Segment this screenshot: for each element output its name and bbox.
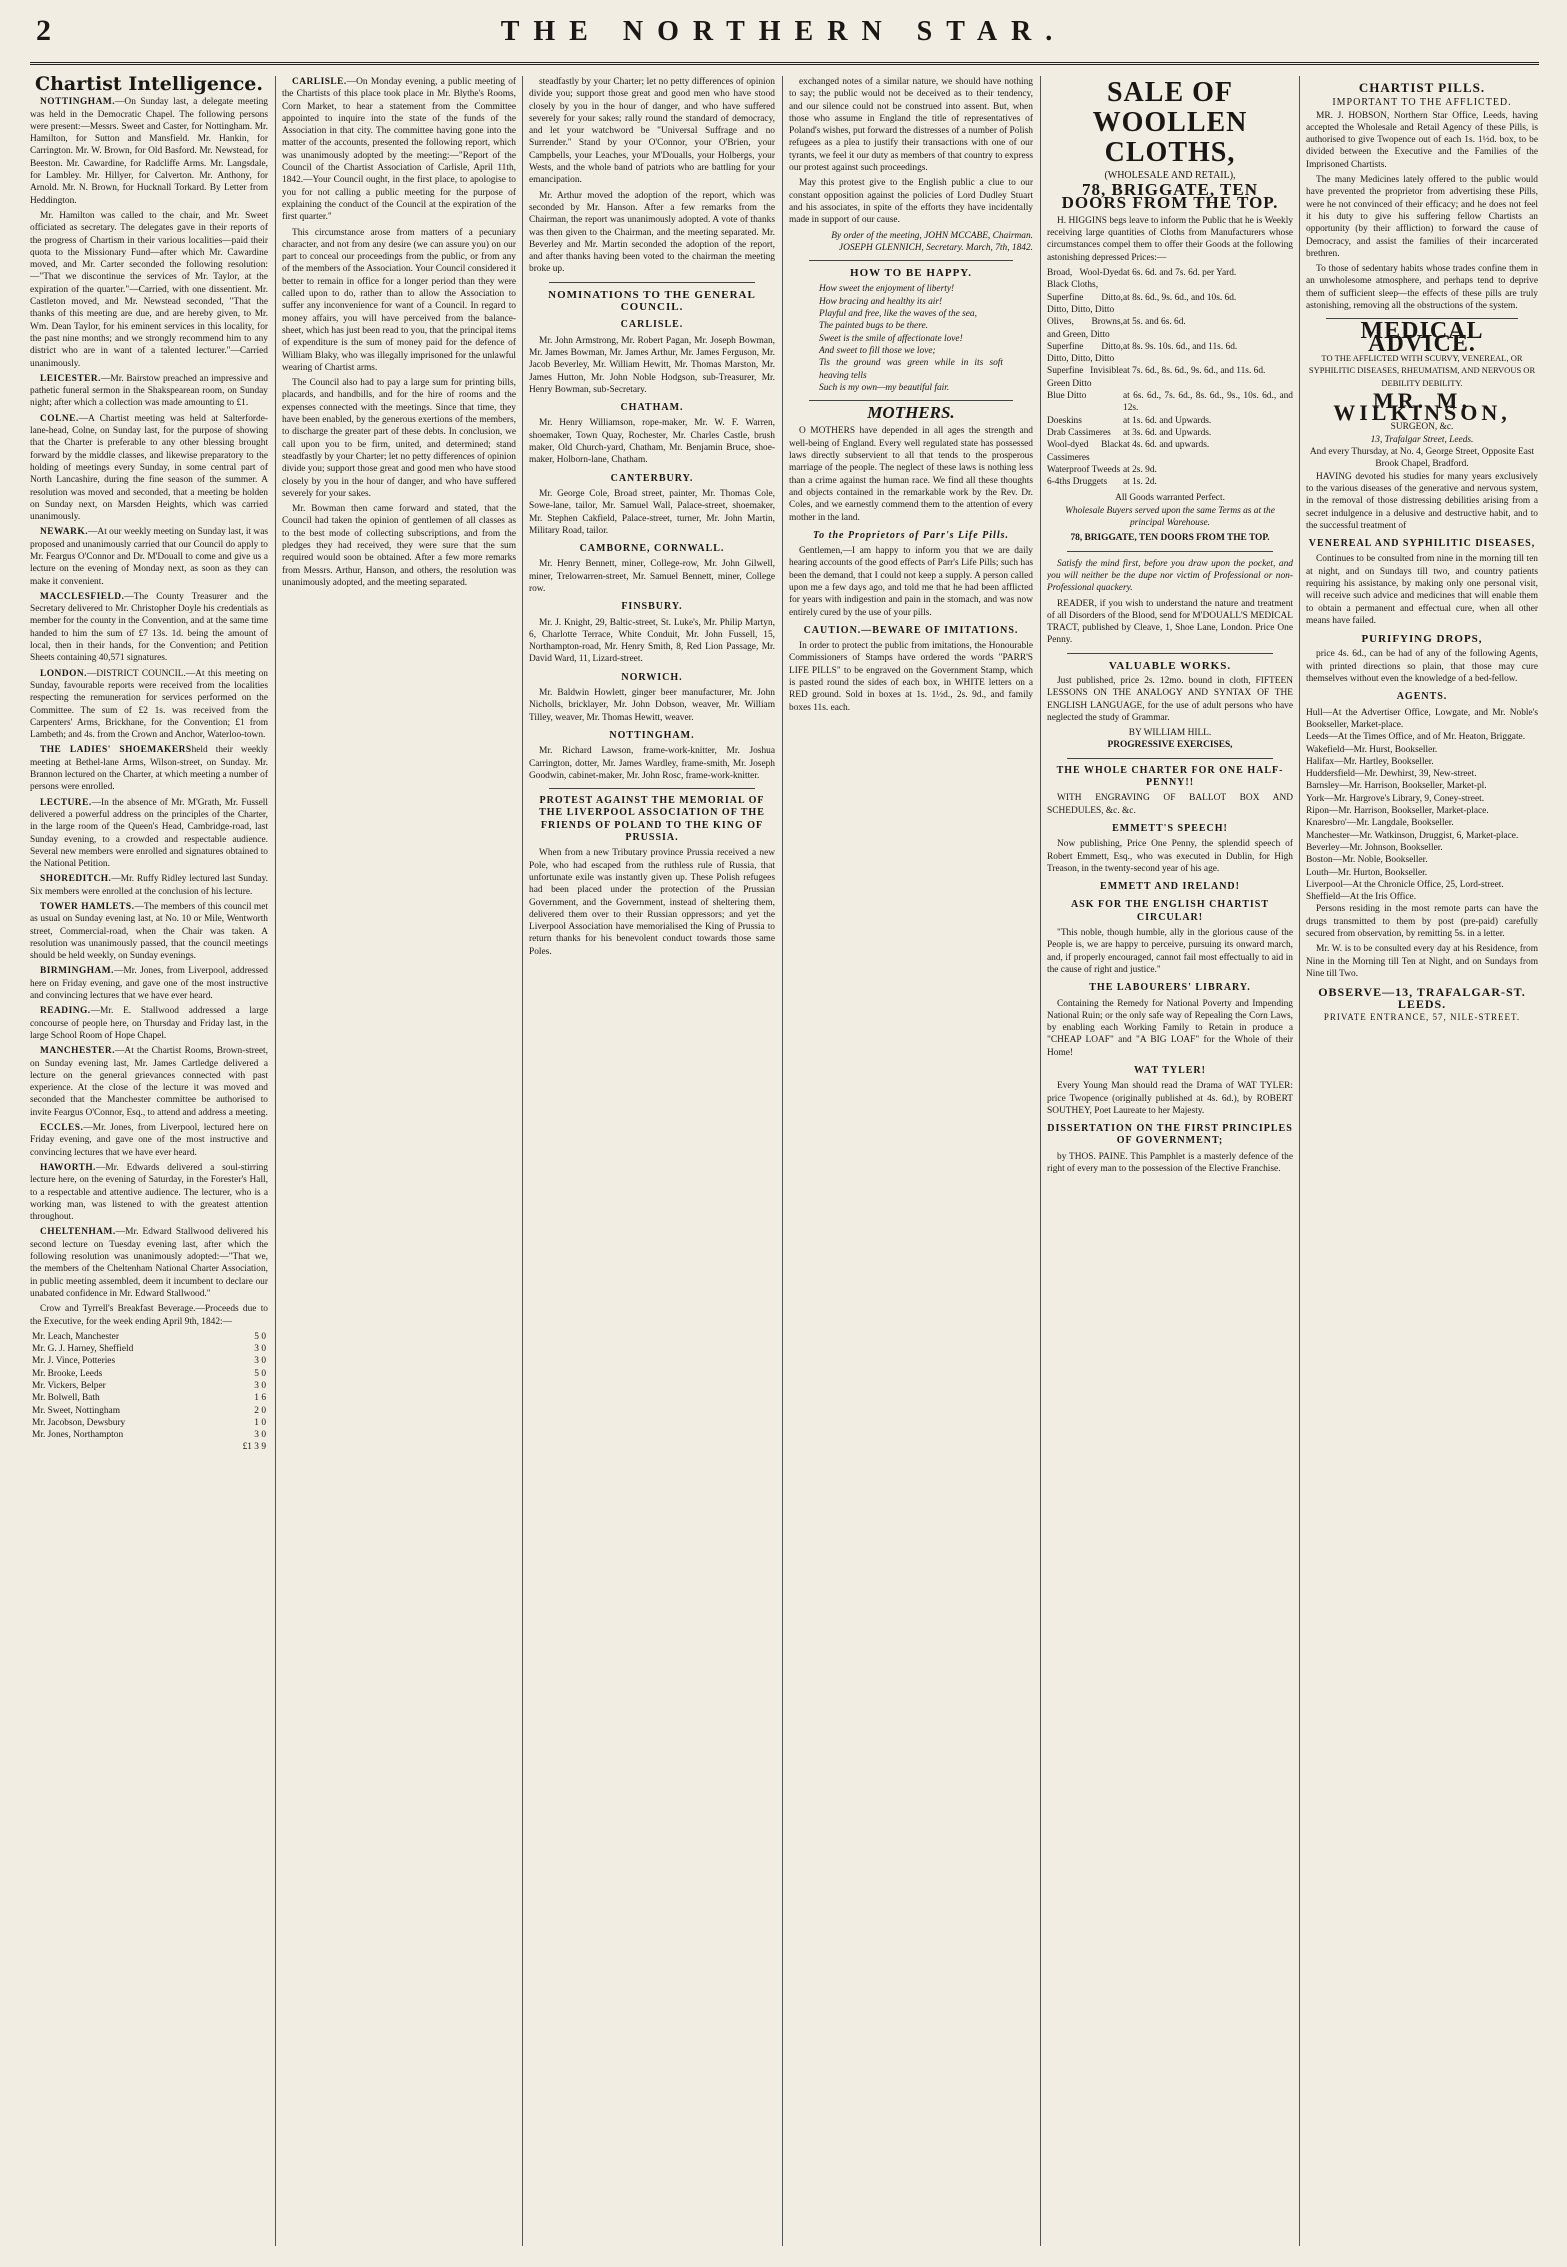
purifying-heading: PURIFYING DROPS,: [1361, 633, 1483, 646]
agent-entry: Barnsley—Mr. Harrison, Bookseller, Market-pl.: [1306, 781, 1487, 792]
column-4: [789, 76, 1033, 2246]
valuable-heading: VALUABLE WORKS.: [1108, 659, 1232, 672]
article-text: held their weekly meeting at Bethel-lane Arms, Wilson-street, on Sunday. Mr. Brannon lectured on the Charter, at which meeting a number of persons were enrolled.: [30, 745, 268, 793]
price-value: at 1s. 6d. and Upwards.: [1123, 415, 1212, 426]
agent-entry: Ripon—Mr. Harrison, Bookseller, Market-place.: [1306, 806, 1489, 817]
article-paragraph: [30, 744, 268, 793]
observe-line: OBSERVE—13, TRAFALGAR-ST. LEEDS.: [1318, 985, 1526, 1012]
price-row: [1047, 476, 1293, 488]
price-row: [1047, 427, 1293, 439]
article-text: —In the absence of Mr. M'Grath, Mr. Fussell delivered a powerful address on the principles of the Charter, in the large room of the Queen's Head, Cambridge-road, last Sunday evening, to a crowded and respectable audience. Several new members were enrolled and signatures obtained to the National Petition.: [30, 797, 268, 870]
article-paragraph: [282, 503, 516, 589]
purifying-text: price 4s. 6d., can be had of any of the following Agents, with printed directions so plain, that those may cure themselves without even the knowledge of a bed-fellow.: [1306, 649, 1538, 685]
agent-entry: York—Mr. Hargrove's Library, 9, Coney-street.: [1306, 793, 1485, 804]
column-2: [282, 76, 516, 2246]
price-item: Waterproof Tweeds: [1047, 464, 1121, 475]
price-row: [1047, 292, 1293, 317]
agent-entry: Hull—At the Advertiser Office, Lowgate, and Mr. Noble's Bookseller, Market-place.: [1306, 707, 1538, 730]
divider: [1067, 758, 1273, 759]
medical-subheading: TO THE AFFLICTED WITH SCURVY, VENEREAL, OR SYPHILITIC DISEASES, RHEUMATISM, AND NERVOUS OR DEBILITY DEBILITY.: [1308, 352, 1536, 388]
article-paragraph: [30, 210, 268, 370]
charter-text: WITH ENGRAVING OF BALLOT BOX AND SCHEDULES, &c. &c.: [1047, 793, 1293, 816]
nomination-names: Mr. J. Knight, 29, Baltic-street, St. Luke's, Mr. Philip Martyn, 6, Charlotte Terrace, White Conduit, Mr. John Fussell, 15, Northampton-road, Mr. Henry Smith, 8, Red Lion Passage, Mr. David Ward, 11, Lizard-street.: [529, 617, 775, 665]
article-lead: NOTTINGHAM.: [40, 97, 116, 108]
agent-entry: Sheffield—At the Iris Office.: [1306, 892, 1417, 903]
poem-line: And sweet to fill those we love;: [819, 345, 936, 356]
divider: [549, 788, 755, 789]
article-text: —Mr. Jones, from Liverpool, addressed here on Friday evening, and gave one of the most instructive and convincing lectures that we have ever heard.: [30, 966, 268, 1002]
price-value: at 7s. 6d., 8s. 6d., 9s. 6d., and 11s. 6d.: [1123, 366, 1266, 377]
column-5: [1047, 76, 1293, 2246]
article-text: —The members of this council met as usual on Sunday evening last, at No. 10 or Mile, Wentworth street, Commercial-road, when the Chair was taken. A resolution was unanimously passed, that the council meetings should be held weekly, on Sunday evenings.: [30, 902, 268, 962]
letter-text: Gentlemen,—I am happy to inform you that we are daily hearing accounts of the good effects of Parr's Life Pills; such has been the demand, that I could not keep a supply. A person called upon me a few days ago, and told me that he had been afflicted for years with indigestion and pain in the stomach, and was now entirely cured by the use of your pills.: [789, 546, 1033, 618]
price-item: 6-4ths Druggets: [1047, 477, 1108, 488]
agents-list: [1306, 707, 1538, 904]
article-text: —Mr. E. Stallwood addressed a large concourse of people here, on Thursday and Friday last, in the large School Room of Hope Chapel.: [30, 1006, 268, 1041]
article-paragraph: [529, 76, 775, 187]
price-item: Broad, Wool-Dyed Black Cloths,: [1047, 268, 1123, 291]
subscription-row: [30, 1343, 268, 1355]
subscription-row: [30, 1380, 268, 1392]
article-paragraph: [30, 797, 268, 871]
poem-heading: HOW TO BE HAPPY.: [850, 267, 972, 280]
column-3: [529, 76, 775, 2246]
nominations-heading: NOMINATIONS TO THE GENERAL COUNCIL.: [548, 288, 756, 314]
price-value: at 2s. 9d.: [1123, 464, 1157, 475]
article-lead: BIRMINGHAM.: [40, 966, 114, 977]
pills-subheading: IMPORTANT TO THE AFFLICTED.: [1332, 97, 1512, 109]
article-lead: THE LADIES' SHOEMAKERS: [40, 745, 192, 756]
circular-heading: ASK FOR THE ENGLISH CHARTIST CIRCULAR!: [1070, 899, 1270, 923]
price-value: at 3s. 6d. and Upwards.: [1123, 427, 1212, 438]
subscription-row: [30, 1417, 268, 1429]
divider: [1067, 653, 1273, 654]
price-row: [1047, 464, 1293, 476]
subscription-amount: 5 0: [254, 1368, 266, 1379]
price-value: at 8s. 6d., 9s. 6d., and 10s. 6d.: [1123, 292, 1237, 303]
poem-line: How bracing and healthy its air!: [819, 296, 943, 307]
price-value: at 6s. 6d., 7s. 6d., 8s. 6d., 9s., 10s. 6d., and 12s.: [1123, 391, 1293, 414]
nominations-list: [529, 319, 775, 782]
article-text: This circumstance arose from matters of a pecuniary character, and not from any desire (we can assure you) on our part to conceal our proceedings from the public, or from any of the members of the Association. Your Council considered it better to remain in office for a longer period than they were called upon to do, rather than to allow the Association to suffer any inconvenience for want of a Council. In regard to money affairs, you will have perceived from the balance-sheet, which has just been read to you, that the principal items of expenditure is the sum of money paid for the defence of William Blaky, who was illegally imprisoned for the unlawful wearing of Chartist arms.: [282, 227, 516, 373]
subscriber-name: Mr. Jacobson, Dewsbury: [32, 1417, 126, 1428]
subscription-amount: 3 0: [254, 1430, 266, 1441]
article-paragraph: [30, 1122, 268, 1159]
satisfy-text: READER, if you wish to understand the nature and treatment of all Disorders of the Blood, send for M'DOUALL'S MEDICAL TRACT, published by Cleave, 1, Shoe Lane, London. Price One Penny.: [1047, 598, 1293, 646]
letter-heading: To the Proprietors of Parr's Life Pills.: [812, 529, 1010, 541]
subscription-amount: 3 0: [254, 1344, 266, 1355]
subscriber-name: Mr. J. Vince, Potteries: [32, 1356, 116, 1367]
dissertation-text: by THOS. PAINE. This Pamphlet is a masterly defence of the right of every man to the possession of the Elective Franchise.: [1047, 1151, 1293, 1175]
column-rule: [782, 76, 783, 2246]
nomination-place: CAMBORNE, CORNWALL.: [579, 543, 725, 555]
price-item: Superfine Ditto, Ditto, Ditto, Ditto: [1047, 292, 1123, 315]
price-row: [1047, 390, 1293, 415]
column-1: [30, 76, 268, 2246]
price-value: at 5s. and 6s. 6d.: [1123, 317, 1186, 328]
paper-title: THE NORTHERN STAR.: [500, 16, 1067, 47]
article-lead: NEWARK.: [40, 527, 89, 538]
price-item: Blue Ditto: [1047, 391, 1087, 402]
subscription-row: [30, 1355, 268, 1367]
protest-heading: PROTEST AGAINST THE MEMORIAL OF THE LIVERPOOL ASSOCIATION OF THE FRIENDS OF POLAND TO THE KING OF PRUSSIA.: [539, 795, 765, 844]
subscriptions-table: [30, 1331, 268, 1442]
subscription-amount: 1 6: [254, 1393, 266, 1404]
article-text: —A Chartist meeting was held at Salterforde-lane-head, Colne, on Sunday last, for the purpose of showing that the Charter is preferable to any other blessing brought forward by the middle classes, and likewise preparatory to the holding of meetings every Sunday, in some central part of North Lancashire, during the fine season of the summer. A resolution was moved and seconded, that a meeting be holden on Sunday next, on Marsden Heights, which was carried unanimously.: [30, 413, 268, 523]
nomination-names: Mr. Baldwin Howlett, ginger beer manufacturer, Mr. John Nicholls, bricklayer, Mr. John Dobson, weaver, Mr. William Tilley, weaver, Mr. Thomas Hewitt, weaver.: [529, 688, 775, 723]
column-rule: [275, 76, 276, 2246]
surgeon-title: SURGEON, &c.: [1390, 422, 1454, 433]
agent-entry: Huddersfield—Mr. Dewhirst, 39, New-street.: [1306, 769, 1477, 780]
article-lead: ECCLES.: [40, 1123, 84, 1134]
article-paragraph: [30, 873, 268, 898]
wholesale-note: Wholesale Buyers served upon the same Terms as at the principal Warehouse.: [1065, 505, 1275, 529]
article-paragraph: [789, 76, 1033, 174]
article-lead: HAWORTH.: [40, 1162, 97, 1173]
agent-entry: Leeds—At the Times Office, and of Mr. Heaton, Briggate.: [1306, 732, 1526, 743]
emmett-heading: EMMETT'S SPEECH!: [1112, 822, 1228, 834]
article-lead: LONDON.: [40, 668, 87, 679]
price-item: Drab Cassimeres: [1047, 427, 1111, 438]
article-text: —Mr. Edward Stallwood delivered his second lecture on Tuesday evening last, after which the following resolution was unanimously adopted:—"That we, the members of the Cheltenham National Charter Association, in public meeting assembled, deem it incumbent to declare our unabated confidence in Mr. Edward Stallwood.": [30, 1227, 268, 1299]
agent-entry: Louth—Mr. Hurton, Bookseller.: [1306, 867, 1428, 878]
venereal-text: Continues to be consulted from nine in the morning till ten at night, and on Sundays till two, and country patients requiring his assistance, by making only one personal visit, will receive such advice and medicines that will enable them to obtain a permanent and effectual cure, when all other means have failed.: [1306, 554, 1538, 626]
article-paragraph: [30, 668, 268, 742]
nomination-names: Mr. John Armstrong, Mr. Robert Pagan, Mr. Joseph Bowman, Mr. James Bowman, Mr. James Arthur, Mr. James Ferguson, Mr. Jacob Beverley, Mr. William Hewitt, Mr. Thomas Marston, Mr. James Hutton, Mr. John Noble Hodgson, sub-Treasurer, Mr. Henry Bowman, sub-Secretary.: [529, 335, 775, 395]
tyler-text: Every Young Man should read the Drama of WAT TYLER: price Twopence (originally published at 4s. 6d.), by ROBERT SOUTHEY, Poet Laureate to her Majesty.: [1047, 1081, 1293, 1116]
column-3-articles: [529, 76, 775, 276]
dissertation-heading: DISSERTATION ON THE FIRST PRINCIPLES OF GOVERNMENT;: [1047, 1123, 1293, 1147]
article-text: —DISTRICT COUNCIL.—At this meeting on Sunday, favourable reports were received from the localities respecting the remuneration for services performed on the Committee. The sum of £2 1s. was received from the Carpenters' Arms, Brickhane, for the Convention; £1 from Lambeth; and 4s. from the Crown and Anchor, Waterloo-town.: [30, 668, 268, 741]
signature: By order of the meeting, JOHN MCCABE, Chairman. JOSEPH GLENNICH, Secretary. March, 7th, 1842.: [831, 230, 1033, 253]
article-lead: LEICESTER.: [40, 373, 102, 384]
article-text: Mr. Bowman then came forward and stated, that the Council had taken the opinion of gentlemen of all classes as to the best mode of collecting subscriptions, and from the pledges they had received, they were sure that the sum required would soon be obtained. After a few more remarks from Messrs. Arthur, Hanson, and others, the resolution was unanimously adopted, and the meeting separated.: [282, 504, 516, 588]
article-paragraph: [30, 1226, 268, 1300]
price-row: [1047, 415, 1293, 427]
agents-heading: AGENTS.: [1396, 691, 1448, 703]
poem-line: Tis the ground was green while in its soft heaving tells: [819, 358, 1003, 381]
subscription-amount: 1 0: [254, 1417, 266, 1428]
nomination-place: CHATHAM.: [620, 402, 684, 414]
sale-address-repeat: 78, BRIGGATE, TEN DOORS FROM THE TOP.: [1070, 533, 1270, 544]
nomination-names: Mr. Henry Williamson, rope-maker, Mr. W. F. Warren, shoemaker, Town Quay, Rochester, Mr. Charles Castle, brush maker, Old Church-yard, Chatham, Mr. Benjamin Bruce, shoe-maker, Holborn-lane, Chatham.: [529, 418, 775, 466]
subscriber-name: Mr. Sweet, Nottingham: [32, 1405, 121, 1416]
poem-line: How sweet the enjoyment of liberty!: [819, 284, 955, 295]
section-heading: Chartist Intelligence.: [34, 76, 264, 95]
nomination-names: Mr. Henry Bennett, miner, College-row, Mr. John Gilwell, miner, Trelowarren-street, Mr. Samuel Bennett, miner, College row.: [529, 559, 775, 594]
medical-heading: MEDICAL ADVICE.: [1360, 318, 1484, 357]
subscriber-name: Mr. Jones, Northampton: [32, 1430, 124, 1441]
venereal-heading: VENEREAL AND SYPHILITIC DISEASES,: [1308, 538, 1536, 550]
nomination-place: FINSBURY.: [621, 601, 683, 613]
agent-entry: Manchester—Mr. Watkinson, Druggist, 6, Market-place.: [1306, 830, 1519, 841]
divider: [809, 260, 1013, 261]
sale-subtitle: (WHOLESALE AND RETAIL),: [1104, 170, 1236, 181]
poem-line: Such is my own—my beautiful fair.: [819, 382, 950, 393]
article-text: —Mr. Ruffy Ridley lectured last Sunday. Six members were enrolled at the conclusion of his lecture.: [30, 874, 268, 897]
emmett-text: Now publishing, Price One Penny, the splendid speech of Robert Emmett, Esq., who was executed in Dublin, for High Treason, in the twenty-second year of his age.: [1047, 839, 1293, 874]
divider: [1067, 551, 1273, 552]
article-text: —At the Chartist Rooms, Brown-street, on Sunday evening last, Mr. James Cartledge delivered a lecture on the general grievances connected with past experience. At the close of the lecture it was moved and seconded that the Manchester committee be authorised to invite Feargus O'Connor, Esq., to attend and address a meeting.: [30, 1046, 268, 1118]
library-text: Containing the Remedy for National Poverty and Impending National Ruin; or the only safe way of Repealing the Corn Laws, by enabling each Working Family to Retain in produce a "CHEAP LOAF" and "A BIG LOAF" for the Whole of their Home!: [1047, 998, 1293, 1058]
article-paragraph: [30, 1005, 268, 1042]
page-number: 2: [36, 14, 51, 47]
progressive-line: PROGRESSIVE EXERCISES,: [1107, 740, 1233, 751]
agent-entry: Knaresbro'—Mr. Langdale, Bookseller.: [1306, 818, 1454, 829]
price-list: [1047, 267, 1293, 488]
nomination-place: NORWICH.: [621, 671, 683, 683]
column-rule: [1299, 76, 1300, 2246]
article-text: —At our weekly meeting on Sunday last, it was proposed and unanimously carried that our Council do apply to Mr. Feargus O'Connor and Dr. M'Douall to come and give us a lecture on the evening of Monday next, as soon as they can make it convenient.: [30, 527, 268, 587]
subscriber-name: Mr. Leach, Manchester: [32, 1331, 119, 1342]
pills-heading: CHARTIST PILLS.: [1358, 80, 1486, 95]
subscriptions-heading: Crow and Tyrrell's Breakfast Beverage.—Proceeds due to the Executive, for the week ending April 9th, 1842:—: [30, 1304, 268, 1327]
article-text: —On Sunday last, a delegate meeting was held in the Democratic Chapel. The following persons were present:—Messrs. Sweet and Caster, for Nottingham. Mr. Hamilton, for Sutton and Mansfield. Mr. Hankin, for Carrington. Mr. W. Brown, for Old Basford. Mr. Newstead, for Beeston. Mr. Cawardine, for Radcliffe Arms. Mr. Langsdale, for Lambley. Mr. Hillyer, for Calverton. Mr. Anthony, for Arnold. Mr. N. Brown, for Hucknall Torkard. By Letter from Heddington.: [30, 97, 268, 206]
nomination-place: CARLISLE.: [620, 319, 684, 331]
article-paragraph: [30, 413, 268, 524]
divider: [549, 282, 755, 283]
price-item: Olives, Browns, and Green, Ditto: [1047, 317, 1123, 340]
nomination-place: CANTERBURY.: [610, 472, 694, 484]
surgeon-name: MR. M. WILKINSON,: [1333, 387, 1511, 426]
article-text: —Mr. Edwards delivered a soul-stirring lecture here, on the evening of Saturday, in the Forester's Hall, to a respectable and attentive audience. The lecturer, who is a working man, was listened to with the greatest attention throughout.: [30, 1162, 268, 1223]
column-2-articles: [282, 76, 516, 589]
subscription-row: [30, 1405, 268, 1417]
library-heading: THE LABOURERS' LIBRARY.: [1089, 982, 1251, 994]
subscription-row: [30, 1392, 268, 1404]
subscription-amount: 3 0: [254, 1380, 266, 1391]
article-text: —Mr. Jones, from Liverpool, lectured here on Friday evening, and gave one of the most instructive and convincing lectures that we have ever heard.: [30, 1123, 268, 1158]
price-row: [1047, 316, 1293, 341]
agent-entry: Beverley—Mr. Johnson, Bookseller.: [1306, 842, 1443, 853]
mothers-text: O MOTHERS have depended in all ages the strength and well-being of England. Every well regulated state has possessed laws directly subservient to all that tends to the prosperous marriage of the people. The neglect of these laws is nothing less than a crime against the human race. We find all these thoughts and objects contained in the remarkable work by the Rev. Dr. Coles, and we earnestly commend them to the attention of every mother in the land.: [789, 426, 1033, 523]
column-4-articles: [789, 76, 1033, 227]
article-lead: LECTURE.: [40, 797, 92, 808]
nomination-names: Mr. Richard Lawson, frame-work-knitter, Mr. Joshua Carrington, dotter, Mr. James Wardley, frame-smith, Mr. Joseph Goodwin, cabinet-maker, Mr. John Rosc, frame-work-knitter.: [529, 746, 775, 781]
divider: [809, 400, 1013, 401]
charter-heading: THE WHOLE CHARTER FOR ONE HALF-PENNY!!: [1056, 764, 1284, 789]
article-text: The Council also had to pay a large sum for printing bills, placards, and handbills, and for the hire of rooms and the expenses connected with the meetings. Since that time, they have been enabled, by the generous exertions of the members, to discharge the greater part of these debts. In conclusion, we call upon you to be firm, united, and determined; stand steadfastly by your Charter; let no petty differences of opinion divide you; support those great and good men who have stood closely by you in the hour of danger, and who have suffered severely for your sakes.: [282, 378, 516, 499]
masthead: [0, 0, 1567, 62]
article-paragraph: [30, 901, 268, 962]
agent-entry: Wakefield—Mr. Hurst, Bookseller.: [1306, 744, 1438, 755]
column-rule: [1040, 76, 1041, 2246]
article-lead: READING.: [40, 1006, 91, 1017]
article-paragraph: [30, 1162, 268, 1223]
price-row: [1047, 365, 1293, 390]
private-entrance: PRIVATE ENTRANCE, 57, NILE-STREET.: [1323, 1011, 1521, 1022]
price-value: at 1s. 2d.: [1123, 477, 1157, 488]
agent-entry: Halifax—Mr. Hartley, Bookseller.: [1306, 756, 1434, 767]
subscription-amount: 5 0: [254, 1331, 266, 1342]
article-lead: TOWER HAMLETS.: [40, 902, 135, 912]
subscriber-name: Mr. G. J. Harney, Sheffield: [32, 1344, 134, 1355]
article-paragraph: [529, 190, 775, 276]
ireland-heading: EMMETT AND IRELAND!: [1100, 881, 1240, 893]
author-line: BY WILLIAM HILL.: [1128, 728, 1212, 739]
agent-entry: Liverpool—At the Chronicle Office, 25, Lord-street.: [1306, 879, 1504, 890]
protest-text: When from a new Tributary province Prussia received a new Pole, who had escaped from the ruthless rule of Russia, that unfortunate exile was instantly given up. These Polish refugees had been placed under the protection of the Prussian Government, and the Government, instead of sheltering them, delivered them over to their Russian oppressors; and yet the Liverpool Association have memorialised the King of Prussia to return thanks for his benevolent conduct towards those same Poles.: [529, 848, 775, 957]
price-row: [1047, 267, 1293, 292]
price-item: Superfine Ditto, Ditto, Ditto, Ditto: [1047, 341, 1123, 365]
price-item: Doeskins: [1047, 415, 1082, 426]
article-text: Mr. Arthur moved the adoption of the report, which was seconded by Mr. Hanson. After a few remarks from the Chairman, the report was unanimously adopted. A vote of thanks was then given to the Chairman, and the meeting separated. Mr. Beverley and Mr. Martin seconded the adoption of the report, and after thanks having been voted to the chairman the meeting broke up.: [529, 190, 775, 275]
article-lead: COLNE.: [40, 413, 79, 424]
article-paragraph: [282, 76, 516, 224]
closing-text: Persons residing in the most remote parts can have the drugs transmitted to them by post (pre-paid) carefully secured from observation, by remitting 5s. in a letter.: [1306, 904, 1538, 939]
article-paragraph: [30, 526, 268, 587]
agent-entry: Boston—Mr. Noble, Bookseller.: [1306, 855, 1428, 866]
subscriber-name: Mr. Bolwell, Bath: [32, 1393, 100, 1404]
price-item: Superfine Invisible Green Ditto: [1047, 366, 1123, 389]
poem-line: The painted bugs to be there.: [819, 321, 929, 332]
caution-text: In order to protect the public from imitations, the Honourable Commissioners of Stamps have ordered the words "PARR'S LIFE PILLS" to be engraved on the Government Stamp, which is pasted round the sides of each box, in WHITE letters on a RED ground. Sold in boxes at 1s. 1½d., 2s. 9d., and family boxes 11s. each.: [789, 641, 1033, 713]
article-paragraph: [30, 965, 268, 1002]
circular-text: "This noble, though humble, ally in the glorious cause of the People is, we are happy to perceive, pursuing its onward march, and, if properly encouraged, cannot fail most effectually to aid in the cause of right and justice.": [1047, 928, 1293, 975]
pills-text: MR. J. HOBSON, Northern Star Office, Leeds, having accepted the Wholesale and Retail Agency of these Pills, is authorised to give Twopence out of each 1s. 1½d. box, to be divided between the Executive and the Families of the Imprisoned Chartists.: [1306, 110, 1538, 170]
article-lead: MACCLESFIELD.: [40, 591, 125, 602]
article-lead: CARLISLE.: [292, 77, 347, 87]
medical-text: HAVING devoted his studies for many years exclusively to the various diseases of the generative and nervous system, in the removal of those distressing debilities arising from a secret indulgence in a delusive and destructive habit, and to the successful treatment of: [1306, 471, 1538, 531]
article-text: —The County Treasurer and the Secretary delivered to Mr. Christopher Doyle his credentials as member for the county in the Convention, and at the same time handed to him the sum of £7 13s. 1d. being the amount of local, then in their hands, for the Convention; and Petition Sheets containing 40,571 signatures.: [30, 591, 268, 664]
subscriptions-total: £1 3 9: [242, 1442, 266, 1453]
pills-text-3: To those of sedentary habits whose trades confine them in an unwholesome atmosphere, and perhaps tend to deprive them of sufficient sleep—the effects of these pills are truly astonishing, removing all the obstructions of the system.: [1306, 264, 1538, 312]
article-text: steadfastly by your Charter; let no petty differences of opinion divide you; support those great and good men who have stood closely by you in the hour of danger, and who have suffered severely for your sakes; rally round the standard of democracy, and let your watchword be "Universal Suffrage and no Surrender." Stand by your O'Connor, your O'Brien, your Campbells, your Leaches, your M'Doualls, your Holbergs, your Wests, and the whole band of patriots who are battling for your emancipation.: [529, 77, 775, 186]
sale-intro: H. HIGGINS begs leave to inform the Public that he is Weekly receiving large quantities of Cloths from Manufacturers whose circumstances compel them to offer their Goods at the following astonishing depressed Prices:—: [1047, 215, 1293, 263]
price-value: at 4s. 6d. and upwards.: [1123, 440, 1210, 451]
nomination-names: Mr. George Cole, Broad street, painter, Mr. Thomas Cole, Sowe-lane, tailor, Mr. Samuel Wall, Palace-street, shoemaker, Mr. Stephen Cakfield, Palace-street, turner, Mr. John Martin, Military Road, tailor.: [529, 488, 775, 536]
price-row: [1047, 341, 1293, 366]
article-text: May this protest give to the English public a clue to our constant opposition against the policies of Lord Dudley Stuart and his associates, in spite of the efforts they have incidentally made in support of our cause.: [789, 178, 1033, 226]
poem-line: Sweet is the smile of affectionate love!: [819, 333, 963, 344]
article-paragraph: [30, 373, 268, 410]
tyler-heading: WAT TYLER!: [1134, 1065, 1206, 1076]
poem: [819, 283, 1003, 394]
caution-heading: CAUTION.—BEWARE OF IMITATIONS.: [803, 624, 1019, 636]
price-item: Wool-dyed Black Cassimeres: [1047, 440, 1123, 463]
article-paragraph: [30, 591, 268, 665]
article-lead: CHELTENHAM.: [40, 1227, 116, 1238]
subscription-row: [30, 1429, 268, 1441]
column-6: [1306, 76, 1538, 2246]
sale-address: 78, BRIGGATE, TEN DOORS FROM THE TOP.: [1061, 180, 1279, 212]
closing-text-2: Mr. W. is to be consulted every day at his Residence, from Nine in the Morning till Ten at Night, and on Sundays from Nine till Two.: [1306, 944, 1538, 979]
price-value: at 6s. 6d. and 7s. 6d. per Yard.: [1123, 268, 1237, 279]
nomination-place: NOTTINGHAM.: [609, 729, 695, 741]
sale-title: SALE OF WOOLLEN CLOTHS,: [1092, 77, 1248, 168]
surgeon-address-2: And every Thursday, at No. 4, George Street, Opposite East Brook Chapel, Bradford.: [1309, 447, 1535, 470]
article-paragraph: [30, 1045, 268, 1119]
poem-line: Playful and free, like the waves of the sea,: [819, 309, 977, 320]
column-1-articles: [30, 96, 268, 1300]
article-paragraph: [282, 227, 516, 375]
valuable-text: Just published, price 2s. 12mo. bound in cloth, FIFTEEN LESSONS ON THE ANALOGY AND SYNTAX OF THE ENGLISH LANGUAGE, for the use of adult persons who have neglected the study of Grammar.: [1047, 675, 1293, 723]
subscription-row: [30, 1368, 268, 1380]
warranted-note: All Goods warranted Perfect.: [1115, 493, 1225, 504]
article-lead: MANCHESTER.: [40, 1046, 116, 1057]
subscription-amount: 2 0: [254, 1405, 266, 1416]
article-paragraph: [282, 377, 516, 500]
article-text: —Mr. Bairstow preached an impressive and pathetic funeral sermon in the Shakspearean room, on Sunday night; after which a collection was made amounting to £1.: [30, 373, 268, 409]
satisfy-motto: Satisfy the mind first, before you draw upon the pocket, and you will neither be the dupe nor victim of Professional or non-Professional quackery.: [1047, 558, 1293, 594]
article-paragraph: [789, 177, 1033, 226]
surgeon-address: 13, Trafalgar Street, Leeds.: [1370, 434, 1474, 445]
article-text: exchanged notes of a similar nature, we should have nothing to say; the public would not be deceived as to their tendency, and our silence could not be construed into assent. But, when those who assume in England the title of representatives of Poland's wishes, put forward the distresses of a number of Polish refugees as a plea to justify their transactions with one of our tyrants, we feel it our duty as members of that country to express our protest against such proceedings.: [789, 77, 1033, 174]
price-value: at 8s. 9s. 10s. 6d., and 11s. 6d.: [1123, 341, 1238, 352]
subscriber-name: Mr. Brooke, Leeds: [32, 1368, 103, 1379]
subscription-amount: 3 0: [254, 1356, 266, 1367]
article-lead: SHOREDITCH.: [40, 874, 112, 885]
article-text: —On Monday evening, a public meeting of the Chartists of this place took place in Mr. Blythe's Rooms, Corn Market, to hear a statement from the Committee appointed to inquire into the state of the funds of the Association in that city. The committee having gone into the matter of the accounts, presented the following report, which was unanimously adopted by the meeting:—"Report of the Council of the Chartist Association of Carlisle, April 11th, 1842.—Your Council ought, in the first place, to apologise to you for not calling a public meeting for the purpose of explaining the conduct of the Council at the expiration of the first quarter.": [282, 77, 516, 223]
subscriber-name: Mr. Vickers, Belper: [32, 1380, 106, 1391]
article-paragraph: [30, 96, 268, 207]
subscription-row: [30, 1331, 268, 1343]
column-rule: [522, 76, 523, 2246]
mothers-heading: MOTHERS.: [867, 403, 955, 423]
pills-text-2: The many Medicines lately offered to the public would have prevented the proprietor from advertising these Pills, were he not convinced of their efficacy; and he does not feel it his duty to give his suffering fellow Chartists an opportunity (by their affliction) to forward the cause of Democracy, and assist the families of their incarcerated brethren.: [1306, 175, 1538, 259]
masthead-rule: [30, 62, 1539, 65]
article-text: Mr. Hamilton was called to the chair, and Mr. Sweet officiated as secretary. The delegates gave in their reports of the progress of Chartism in their various localities—paid their quota to the Missionary Fund—after which Mr. Cawardine moved, and Mr. Carter seconded the following resolution:—"That we discontinue the services of Mr. Taylor, at the expiration of the quarter."—Carried, with one dissentient. Mr. Castleton moved, and Mr. Newstead seconded, "That the thanks of this meeting are due, and are hereby given, to Mr. Wm. Dean Taylor, for his eminent services in this locality, for the past nine months; and we strongly recommend him to any district who are in want of a talented lecturer."—Carried unanimously.: [30, 210, 268, 369]
price-row: [1047, 439, 1293, 464]
